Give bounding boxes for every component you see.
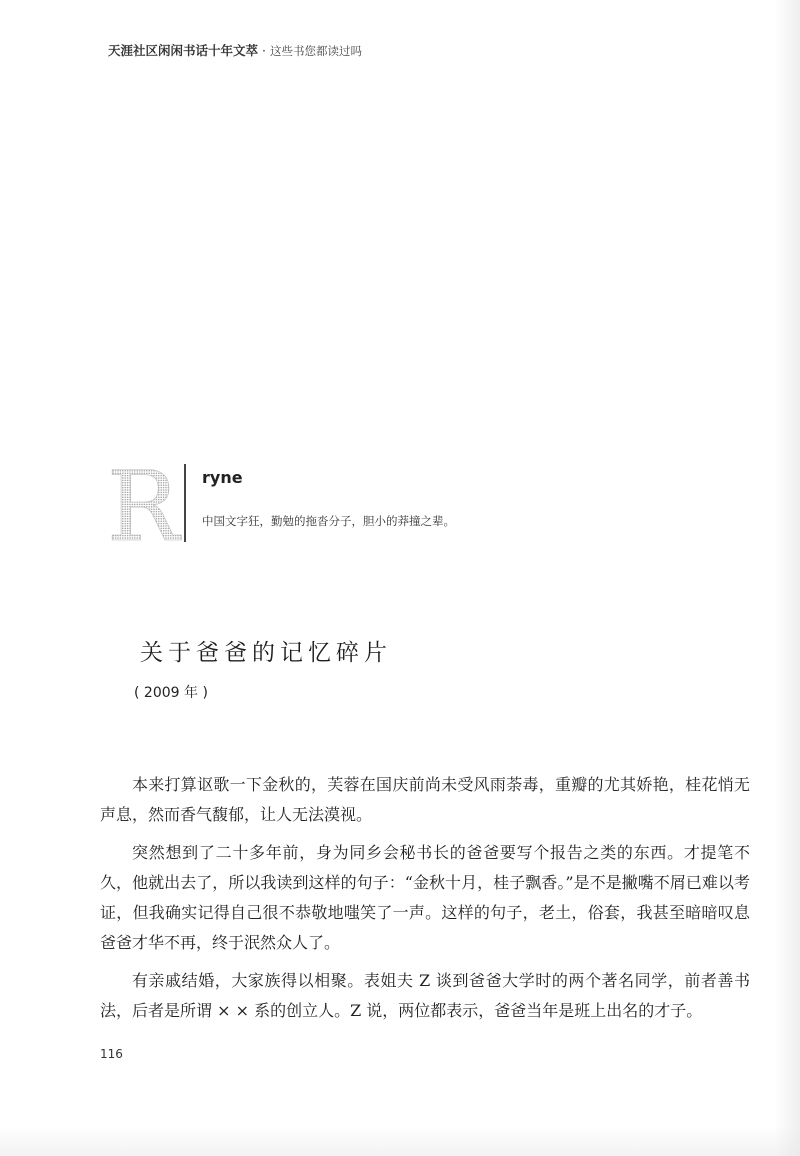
- page-number: 116: [100, 1047, 123, 1061]
- article-title: 关于爸爸的记忆碎片: [140, 640, 392, 666]
- author-divider: [184, 464, 186, 542]
- paragraph: 本来打算讴歌一下金秋的，芙蓉在国庆前尚未受风雨荼毒，重瓣的尤其娇艳，桂花悄无声息，然而香气馥郁，让人无法漠视。: [100, 775, 750, 824]
- paragraph: 突然想到了二十多年前，身为同乡会秘书长的爸爸要写个报告之类的东西。才提笔不久，他就出去了，所以我读到这样的句子：“金秋十月，桂子飘香。”是不是撇嘴不屑已难以考证，但我确实记得自己很不恭敬地嗤笑了一声。这样的句子，老土，俗套，我甚至暗暗叹息爸爸才华不再，终于泯然众人了。: [100, 843, 750, 952]
- article-year: ( 2009 年 ): [134, 685, 208, 701]
- paragraph: 有亲戚结婚，大家族得以相聚。表姐夫 Z 谈到爸爸大学时的两个著名同学，前者善书法，后者是所谓 × × 系的创立人。Z 说，两位都表示，爸爸当年是班上出名的才子。: [100, 971, 750, 1020]
- author-bio: 中国文字狂，勤勉的拖沓分子，胆小的莽撞之辈。: [202, 514, 455, 528]
- page-bottom-shadow: [0, 1126, 800, 1156]
- header-separator: ·: [262, 43, 266, 58]
- author-name: ryne: [202, 468, 243, 487]
- header-subtitle: 这些书您都读过吗: [270, 44, 362, 58]
- running-header: [108, 41, 362, 59]
- series-title: 天涯社区闲闲书话十年文萃: [108, 43, 259, 58]
- author-initial-graphic: [106, 451, 180, 563]
- author-initial: R: [106, 451, 180, 563]
- page-edge-shadow: [774, 0, 800, 1156]
- article-body: [100, 770, 750, 1034]
